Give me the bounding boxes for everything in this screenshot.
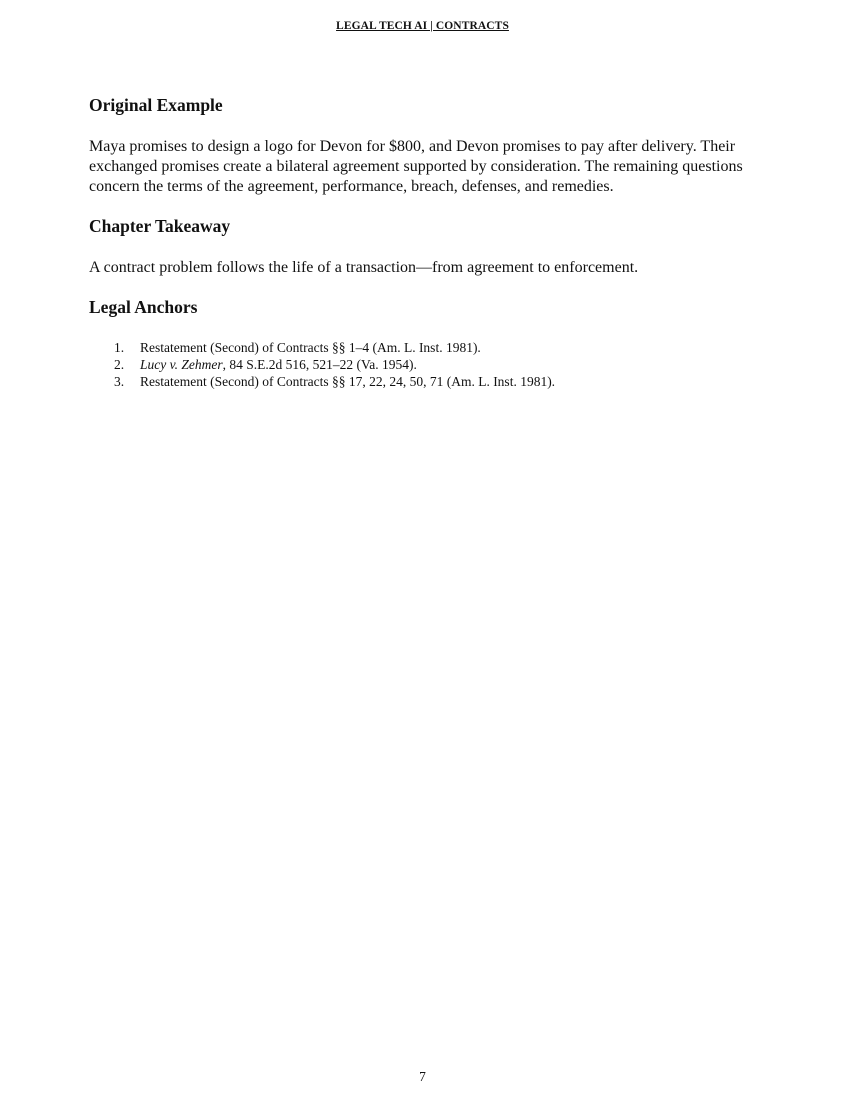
page-number: 7 [419,1069,426,1084]
list-number: 2. [114,357,125,372]
legal-anchor-item [89,373,749,390]
citation-text: Restatement (Second) of Contracts §§ 17, 22, 24, 50, 71 (Am. L. Inst. 1981). [140,374,556,389]
list-number: 3. [114,374,125,389]
running-header: LEGAL TECH AI | CONTRACTS [336,20,509,32]
legal-anchor-item [89,356,749,373]
citation-text: Restatement (Second) of Contracts §§ 1–4 (Am. L. Inst. 1981). [140,340,481,355]
page-content [89,94,749,390]
case-name: Lucy v. Zehmer [140,357,223,372]
list-number: 1. [114,340,125,355]
section-heading-legal-anchors: Legal Anchors [89,297,198,317]
chapter-takeaway-paragraph: A contract problem follows the life of a transaction—from agreement to enforcement. [89,259,639,276]
legal-anchors-list [89,339,749,390]
legal-anchor-item [89,339,749,356]
original-example-paragraph: Maya promises to design a logo for Devon for $800, and Devon promises to pay after delivery. Their exchanged promises create a bilateral agreement supported by consideration. The remaining questions concern the terms of the agreement, performance, breach, defenses, and remedies. [89,138,743,195]
section-heading-original-example: Original Example [89,95,223,115]
citation-text: , 84 S.E.2d 516, 521–22 (Va. 1954). [222,357,417,372]
section-heading-chapter-takeaway: Chapter Takeaway [89,216,231,236]
